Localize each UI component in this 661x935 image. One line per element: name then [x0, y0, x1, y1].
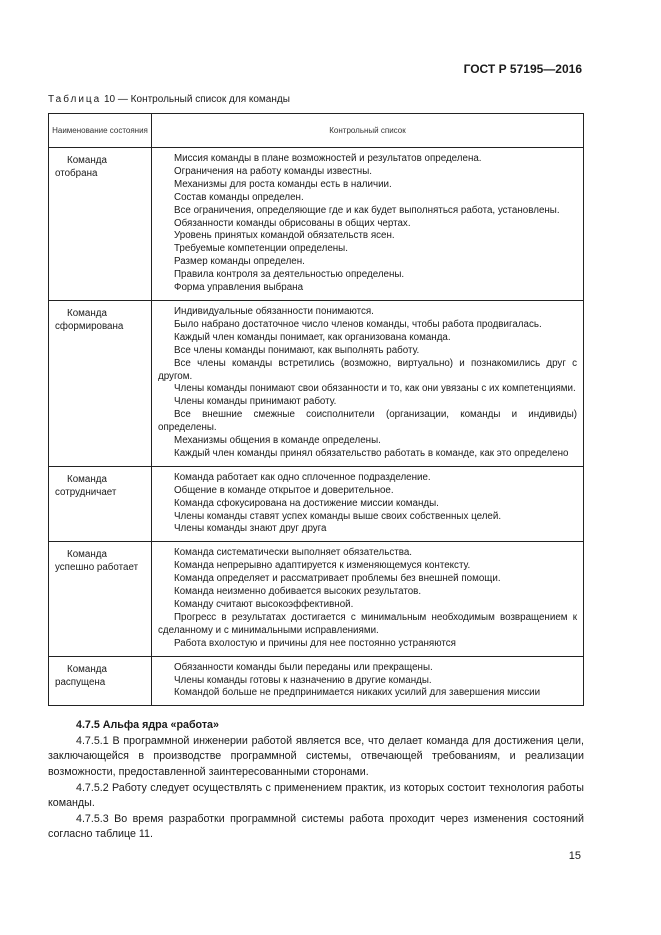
checklist-item: Команда непрерывно адаптируется к изменяющемуся контексту. [174, 560, 471, 572]
checklist-item: Уровень принятых командой обязательств ясен. [174, 230, 395, 242]
checklist-item: Каждый член команды понимает, как организована команда. [174, 331, 451, 343]
checklist-cell [152, 300, 584, 466]
checklist-table [48, 113, 584, 706]
table-header-row [49, 114, 584, 148]
checklist-item: Размер команды определен. [174, 256, 305, 268]
state-name: Команда отобрана [55, 155, 107, 179]
checklist-item: Команда определяет и рассматривает проблемы без внешней помощи. [174, 573, 501, 585]
document-code: ГОСТ Р 57195—2016 [463, 62, 582, 76]
checklist-item: Все члены команды понимают, как выполнять работу. [174, 344, 420, 356]
checklist-cell [152, 542, 584, 656]
checklist-item: Ограничения на работу команды известны. [174, 165, 372, 177]
checklist-item: Все внешние смежные соисполнители (организации, команды и индивиды) определены. [158, 409, 577, 434]
table-row [49, 656, 584, 706]
state-cell [49, 300, 152, 466]
checklist-item: Работа вхолостую и причины для нее постоянно устраняются [174, 637, 456, 649]
state-cell [49, 542, 152, 656]
checklist-item: Члены команды готовы к назначению в другие команды. [174, 674, 432, 686]
state-name: Команда распущена [55, 663, 107, 688]
state-cell [49, 466, 152, 542]
checklist-item: Обязанности команды были переданы или прекращены. [174, 661, 433, 673]
checklist-item: Механизмы общения в команде определены. [174, 435, 381, 447]
checklist-item: Индивидуальные обязанности понимаются. [174, 305, 374, 317]
page-number: 15 [568, 850, 581, 862]
paragraph: 4.7.5.2 Работу следует осуществлять с применением практик, из которых состоит технология работы команды. [48, 781, 584, 810]
checklist-item: Члены команды принимают работу. [174, 396, 337, 408]
table-row [49, 466, 584, 542]
checklist-item: Члены команды ставят успех команды выше своих собственных целей. [174, 510, 502, 522]
header-state: Наименование состояния [49, 114, 152, 148]
checklist-item: Команда неизменно добивается высоких результатов. [174, 586, 422, 598]
checklist-item: Члены команды понимают свои обязанности и то, как они увязаны с их компетенциями. [174, 383, 576, 395]
checklist-item: Члены команды знают друг друга [174, 523, 327, 535]
section-4-7-5 [48, 718, 584, 844]
checklist-item: Форма управления выбрана [174, 282, 304, 294]
table-caption-prefix: Таблица [48, 94, 102, 105]
checklist-item: Обязанности команды обрисованы в общих чертах. [174, 217, 411, 229]
checklist-cell [152, 656, 584, 706]
table-caption-text: 10 — Контрольный список для команды [104, 94, 290, 105]
checklist-item: Все члены команды встретились (возможно, виртуально) и познакомились друг с другом. [158, 357, 577, 382]
checklist-cell [152, 466, 584, 542]
checklist-item: Команда работает как одно сплоченное подразделение. [174, 471, 431, 483]
state-cell [49, 656, 152, 706]
checklist-item: Общение в команде открытое и доверительное. [174, 484, 394, 496]
paragraph: 4.7.5.3 Во время разработки программной системы работа проходит через изменения состояний согласно таблице 11. [48, 813, 584, 841]
header-checklist: Контрольный список [152, 114, 584, 148]
section-heading: 4.7.5 Альфа ядра «работа» [76, 719, 219, 731]
checklist-item: Требуемые компетенции определены. [174, 243, 348, 255]
state-cell [49, 148, 152, 301]
state-name: Команда успешно работает [55, 549, 139, 574]
state-name: Команда сотрудничает [55, 473, 117, 498]
checklist-item: Команда сфокусирована на достижение миссии команды. [174, 497, 439, 509]
checklist-cell [152, 148, 584, 301]
checklist-item: Команду считают высокоэффективной. [174, 599, 354, 610]
checklist-item: Команда систематически выполняет обязательства. [174, 547, 412, 559]
state-name: Команда сформирована [55, 307, 124, 332]
table-body [49, 148, 584, 706]
checklist-item: Механизмы для роста команды есть в наличии. [174, 178, 392, 190]
checklist-item: Миссия команды в плане возможностей и результатов определена. [174, 153, 482, 164]
checklist-item: Состав команды определен. [174, 191, 304, 203]
checklist-item: Было набрано достаточное число членов команды, чтобы работа продвигалась. [174, 318, 542, 330]
table-row [49, 148, 584, 301]
checklist-item: Командой больше не предпринимается никаких усилий для завершения миссии [174, 687, 541, 699]
table-caption [48, 94, 290, 105]
table-row [49, 300, 584, 466]
checklist-item: Прогресс в результатах достигается с минимальным необходимым возвращением к сделанному и с минимальными исправлениями. [158, 611, 577, 636]
checklist-item: Правила контроля за деятельностью определены. [174, 269, 405, 281]
table-row [49, 542, 584, 656]
paragraph: 4.7.5.1 В программной инженерии работой является все, что делает команда для достижения цели, заключающейся в производстве программной системы, отвечающей требованиям, и реализации возможности, предоставленной заинтересованными сторонами. [48, 735, 584, 778]
checklist-item: Каждый член команды принял обязательство работать в команде, как это определено [174, 447, 569, 459]
checklist-item: Все ограничения, определяющие где и как будет выполняться работа, установлены. [174, 204, 560, 216]
